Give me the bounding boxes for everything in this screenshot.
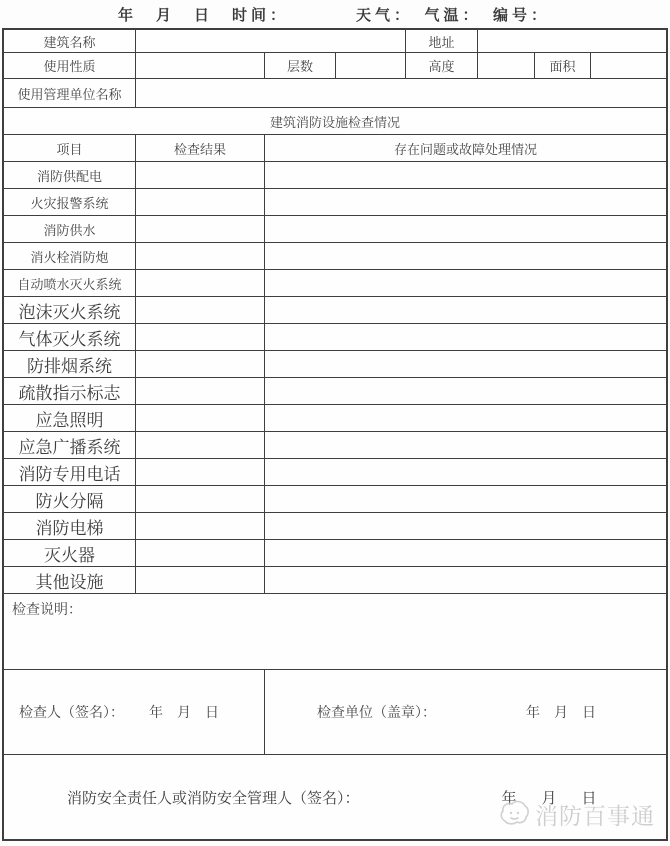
usage-row — [4, 53, 666, 79]
building-name-label: 建筑名称 — [4, 30, 136, 52]
facility-row — [4, 540, 666, 567]
facility-label: 防火分隔 — [4, 486, 136, 512]
facility-label: 气体灭火系统 — [4, 324, 136, 350]
height-label: 高度 — [406, 53, 478, 78]
check-result-cell[interactable] — [136, 189, 265, 215]
facility-row — [4, 486, 666, 513]
issue-cell[interactable] — [265, 405, 666, 431]
check-result-cell[interactable] — [136, 351, 265, 377]
header-date-time-label: 年 月 日 时间： — [118, 7, 290, 24]
column-header-issues: 存在问题或故障处理情况 — [393, 141, 537, 157]
issue-cell[interactable] — [265, 297, 666, 323]
notes-row[interactable] — [4, 594, 666, 670]
facility-row — [4, 297, 666, 324]
facility-row — [4, 270, 666, 297]
facility-row — [4, 378, 666, 405]
management-unit-label: 使用管理单位名称 — [4, 79, 136, 107]
facility-row — [4, 459, 666, 486]
check-result-cell[interactable] — [136, 432, 265, 458]
facility-label: 消火栓消防炮 — [4, 243, 136, 269]
facility-label: 疏散指示标志 — [4, 378, 136, 404]
section-title: 建筑消防设施检查情况 — [269, 114, 400, 130]
floors-input[interactable] — [336, 53, 406, 78]
section-title-row — [4, 108, 666, 135]
issue-cell[interactable] — [265, 486, 666, 512]
unit-seal-cell[interactable] — [265, 670, 666, 754]
issue-cell[interactable] — [265, 270, 666, 296]
facility-row — [4, 405, 666, 432]
facility-label: 应急广播系统 — [4, 432, 136, 458]
responsible-signature-label: 消防安全责任人或消防安全管理人（签名）： — [67, 789, 360, 807]
issue-cell[interactable] — [265, 189, 666, 215]
address-label: 地址 — [406, 30, 478, 52]
table-header-row — [4, 135, 666, 162]
inspector-signature-label: 检查人（签名）： — [19, 704, 124, 720]
facility-label: 防排烟系统 — [4, 351, 136, 377]
height-input[interactable] — [478, 53, 535, 78]
facility-rows-container — [4, 162, 666, 594]
inspector-signature-cell[interactable] — [4, 670, 265, 754]
issue-cell[interactable] — [265, 378, 666, 404]
issue-cell[interactable] — [265, 243, 666, 269]
check-result-cell[interactable] — [136, 459, 265, 485]
check-result-cell[interactable] — [136, 540, 265, 566]
unit-date-label: 年 月 日 — [526, 704, 596, 720]
area-input[interactable] — [591, 53, 666, 78]
facility-row — [4, 567, 666, 594]
inspector-date-label: 年 月 日 — [149, 704, 219, 720]
responsible-signature-row[interactable] — [4, 755, 666, 839]
facility-row — [4, 351, 666, 378]
column-header-result: 检查结果 — [136, 135, 265, 161]
issue-cell[interactable] — [265, 513, 666, 539]
issue-cell[interactable] — [265, 351, 666, 377]
facility-row — [4, 324, 666, 351]
issue-cell[interactable] — [265, 540, 666, 566]
column-header-item: 项目 — [4, 135, 136, 161]
watermark-text: 消防百事通 — [535, 802, 655, 829]
usage-label: 使用性质 — [4, 53, 136, 78]
facility-row — [4, 432, 666, 459]
floors-label: 层数 — [265, 53, 336, 78]
issue-cell[interactable] — [265, 459, 666, 485]
facility-row — [4, 243, 666, 270]
check-result-cell[interactable] — [136, 567, 265, 593]
signature-row — [4, 670, 666, 755]
notes-label: 检查说明： — [12, 601, 82, 617]
management-unit-input[interactable] — [136, 79, 666, 107]
usage-input[interactable] — [136, 53, 265, 78]
building-name-row — [4, 30, 666, 53]
check-result-cell[interactable] — [136, 270, 265, 296]
check-result-cell[interactable] — [136, 324, 265, 350]
check-result-cell[interactable] — [136, 243, 265, 269]
facility-label: 灭火器 — [4, 540, 136, 566]
check-result-cell[interactable] — [136, 486, 265, 512]
check-result-cell[interactable] — [136, 162, 265, 188]
check-result-cell[interactable] — [136, 513, 265, 539]
facility-label: 消防电梯 — [4, 513, 136, 539]
facility-label: 泡沫灭火系统 — [4, 297, 136, 323]
facility-label: 应急照明 — [4, 405, 136, 431]
facility-label: 消防供水 — [4, 216, 136, 242]
responsible-date-label: 年 月 日 — [501, 789, 602, 807]
issue-cell[interactable] — [265, 324, 666, 350]
address-input[interactable] — [478, 30, 666, 52]
issue-cell[interactable] — [265, 567, 666, 593]
building-name-input[interactable] — [136, 30, 406, 52]
check-result-cell[interactable] — [136, 297, 265, 323]
area-label: 面积 — [535, 53, 591, 78]
inspection-form-table — [2, 28, 668, 841]
check-result-cell[interactable] — [136, 216, 265, 242]
facility-label: 消防供配电 — [4, 162, 136, 188]
facility-row — [4, 162, 666, 189]
facility-label: 自动喷水灭火系统 — [4, 270, 136, 296]
issue-cell[interactable] — [265, 432, 666, 458]
facility-row — [4, 189, 666, 216]
form-header-line — [0, 4, 670, 26]
issue-cell[interactable] — [265, 216, 666, 242]
facility-label: 其他设施 — [4, 567, 136, 593]
unit-seal-label: 检查单位（盖章）： — [317, 704, 436, 720]
check-result-cell[interactable] — [136, 378, 265, 404]
facility-label: 消防专用电话 — [4, 459, 136, 485]
facility-row — [4, 216, 666, 243]
issue-cell[interactable] — [265, 162, 666, 188]
management-unit-row — [4, 79, 666, 108]
facility-label: 火灾报警系统 — [4, 189, 136, 215]
header-weather-temp-number-label: 天气： 气温： 编号： — [356, 7, 551, 24]
check-result-cell[interactable] — [136, 405, 265, 431]
facility-row — [4, 513, 666, 540]
